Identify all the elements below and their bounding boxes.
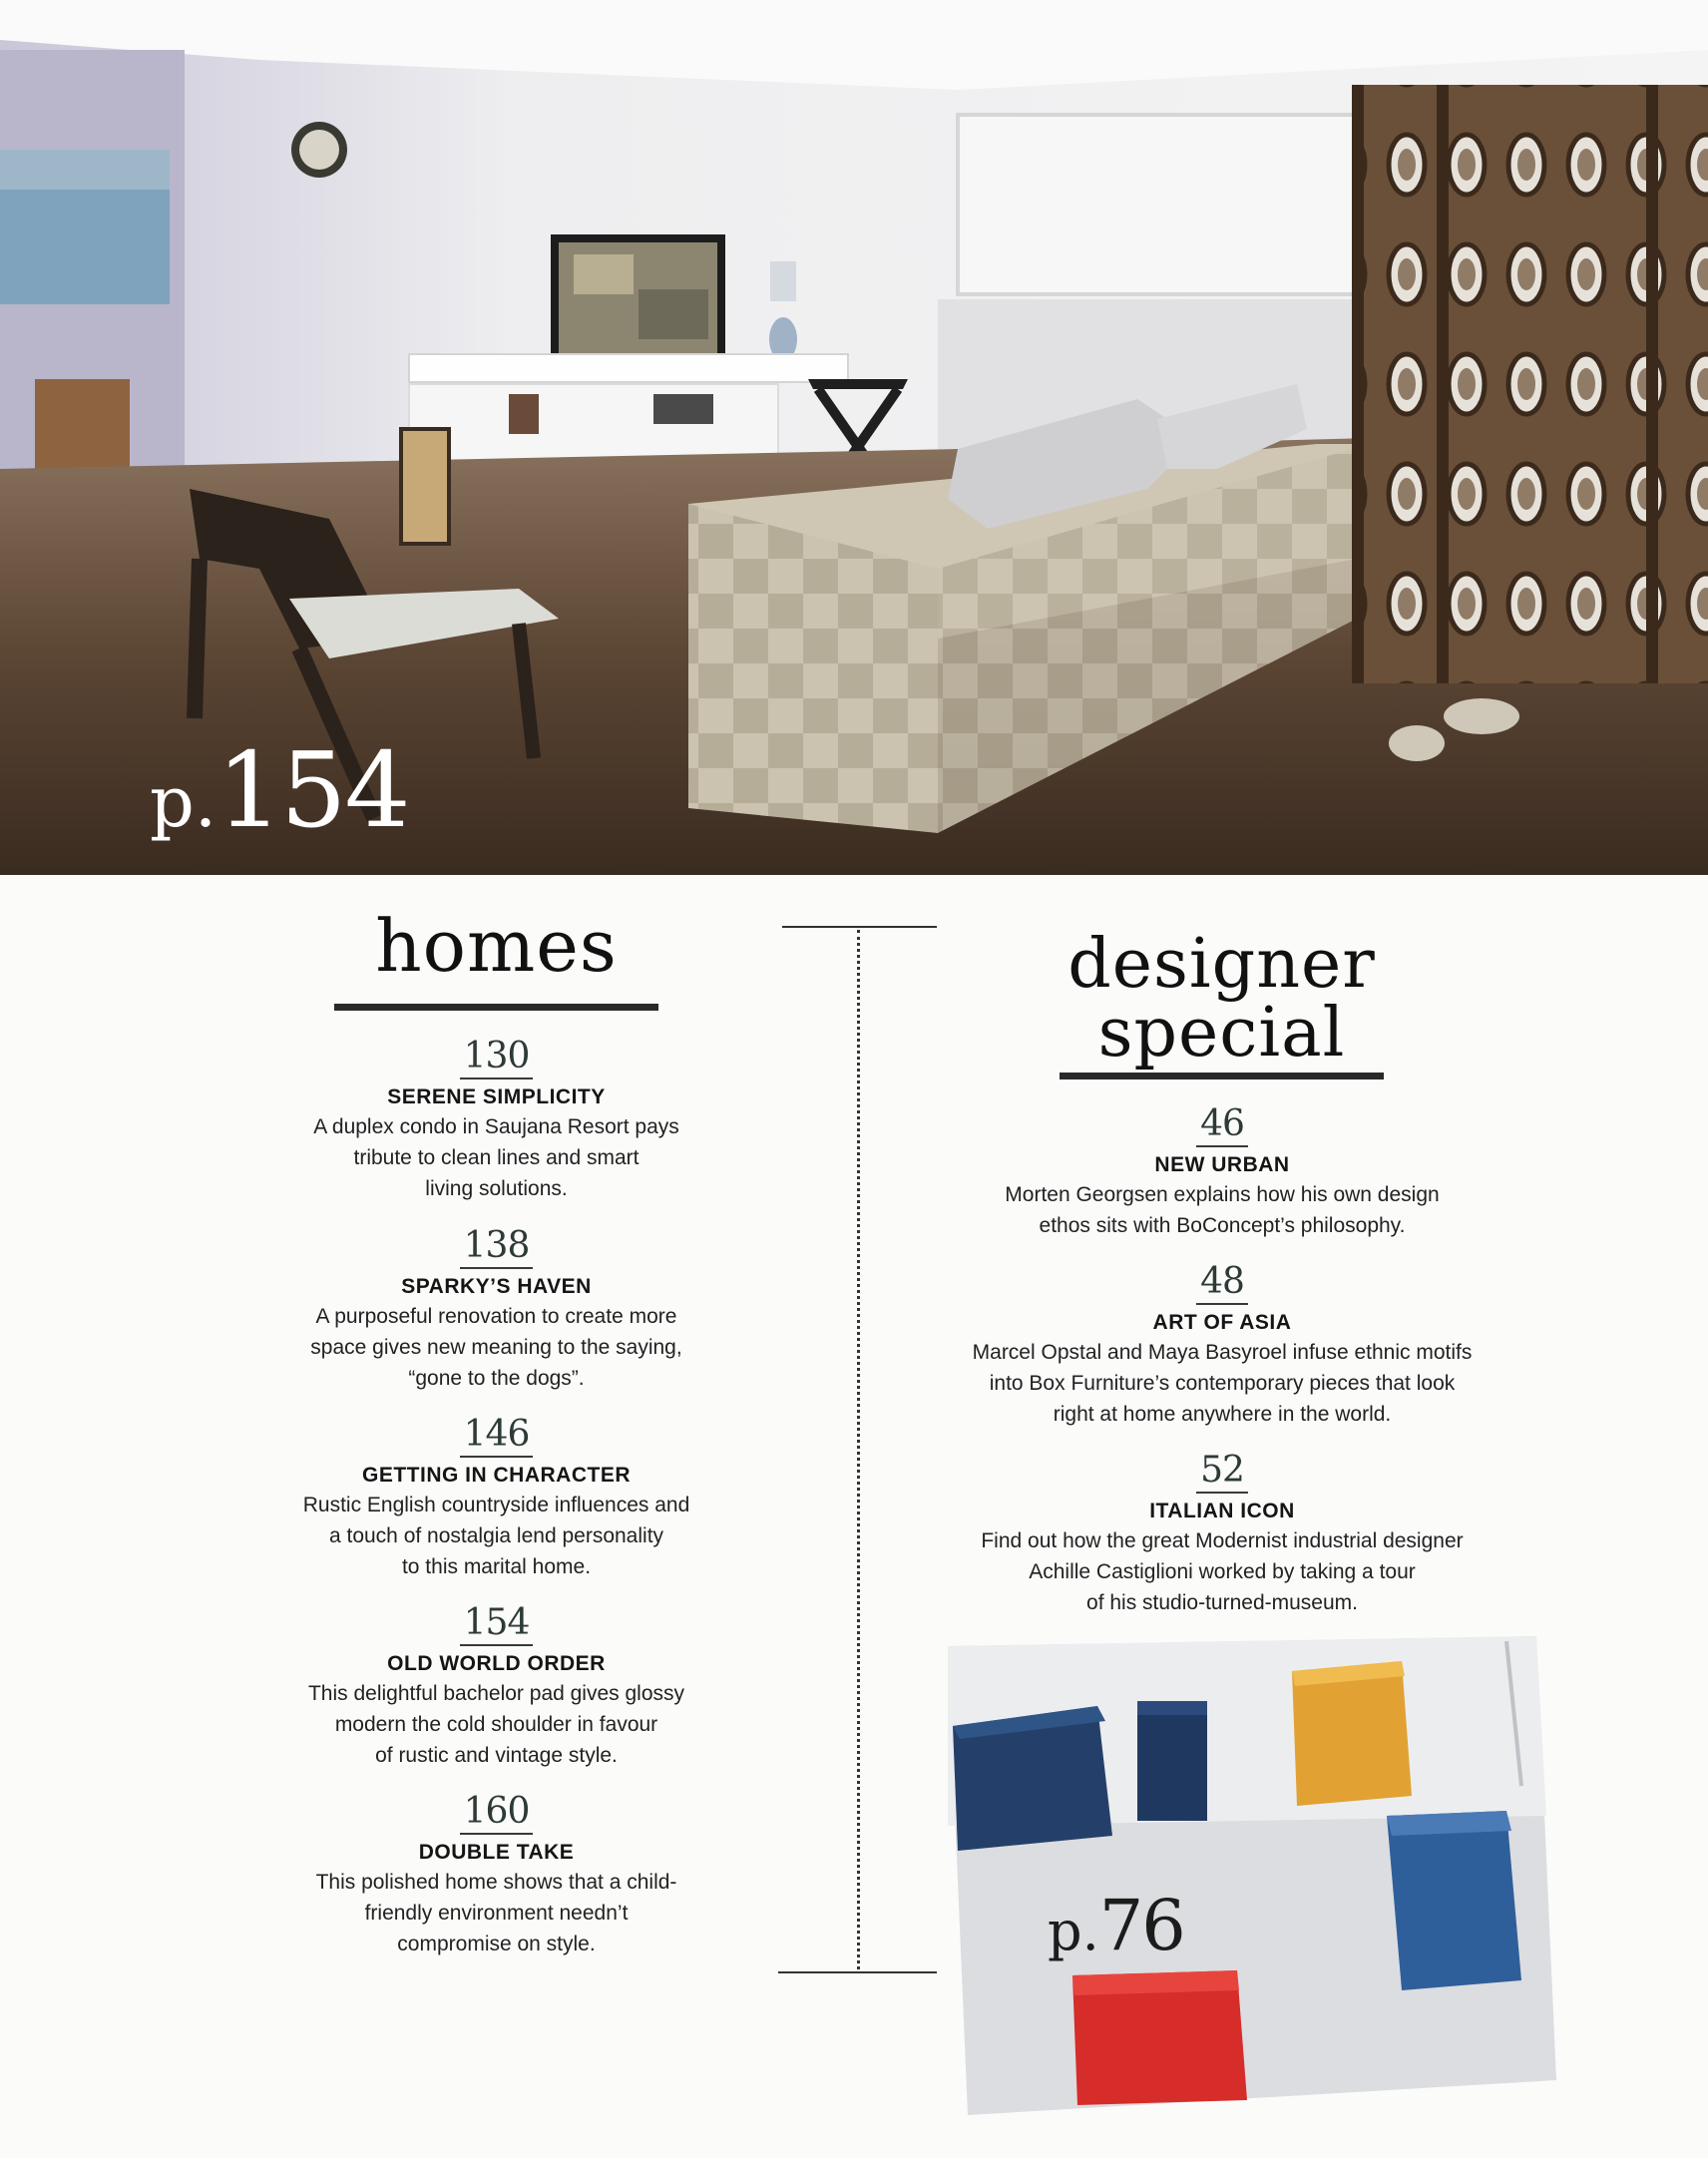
entry-description: Morten Georgsen explains how his own design ethos sits with BoConcept’s philosophy. <box>1005 1182 1440 1237</box>
entry-description: This delightful bachelor pad gives glossy modern the cold shoulder in favour of rustic and vintage style. <box>307 1681 685 1767</box>
entry-page-number: 130 <box>460 1038 534 1079</box>
homes-entry[interactable] <box>269 1604 723 1771</box>
homes-section-title: homes <box>375 904 618 988</box>
entry-headline: SPARKY’S HAVEN <box>401 1274 592 1298</box>
homes-title-rule <box>334 1004 658 1011</box>
entry-description: Marcel Opstal and Maya Basyroel infuse ethnic motifs into Box Furniture’s contemporary pieces that look right at home anywhere in the world. <box>972 1340 1473 1426</box>
homes-entry[interactable] <box>269 1416 723 1582</box>
bottom-photo-page-tag: p.76 <box>1048 1885 1184 1966</box>
entry-description: A purposeful renovation to create more space gives new meaning to the saying, “gone to the dogs”. <box>310 1304 682 1390</box>
hero-photo <box>0 0 1708 875</box>
hero-page-prefix: p <box>150 761 195 843</box>
designer-entry[interactable] <box>938 1263 1506 1430</box>
column-divider <box>782 926 937 1973</box>
entry-page-number: 154 <box>460 1604 534 1646</box>
bottom-photo <box>948 1636 1556 2115</box>
entry-headline: DOUBLE TAKE <box>418 1840 575 1864</box>
homes-entry[interactable] <box>269 1227 723 1394</box>
hero-page-number: 154 <box>216 729 409 851</box>
hero-page-tag: p.154 <box>150 729 409 851</box>
entry-headline: OLD WORLD ORDER <box>387 1651 606 1675</box>
entry-headline: SERENE SIMPLICITY <box>387 1084 606 1108</box>
entry-description: Rustic English countryside influences and a touch of nostalgia lend personality to this marital home. <box>302 1493 690 1578</box>
entry-page-number: 138 <box>460 1227 534 1269</box>
entry-page-number: 160 <box>460 1793 534 1835</box>
entry-page-number: 52 <box>1196 1452 1248 1494</box>
entry-headline: ITALIAN ICON <box>1149 1499 1295 1522</box>
bottom-page-prefix: p <box>1048 1900 1082 1962</box>
entry-headline: NEW URBAN <box>1154 1152 1290 1176</box>
bottom-page-number: 76 <box>1098 1885 1184 1966</box>
entry-headline: GETTING IN CHARACTER <box>362 1463 631 1487</box>
entry-description: Find out how the great Modernist industrial designer Achille Castiglioni worked by taking a tour of his studio-turned-museum. <box>981 1528 1464 1614</box>
homes-entry[interactable] <box>269 1793 723 1959</box>
designer-title-rule <box>1060 1073 1384 1079</box>
entry-description: A duplex condo in Saujana Resort pays tribute to clean lines and smart living solutions. <box>313 1114 679 1200</box>
entry-page-number: 46 <box>1196 1105 1248 1147</box>
entry-page-number: 146 <box>460 1416 534 1458</box>
designer-section-title: designer special <box>1068 925 1376 1074</box>
designer-entry[interactable] <box>938 1105 1506 1241</box>
entry-description: This polished home shows that a child- friendly environment needn’t compromise on style. <box>315 1870 677 1955</box>
designer-entry[interactable] <box>938 1452 1506 1618</box>
homes-entry[interactable] <box>269 1038 723 1204</box>
entry-headline: ART OF ASIA <box>1152 1310 1292 1334</box>
stacked-felt-stools-photo <box>948 1636 1556 2115</box>
entry-page-number: 48 <box>1196 1263 1248 1305</box>
